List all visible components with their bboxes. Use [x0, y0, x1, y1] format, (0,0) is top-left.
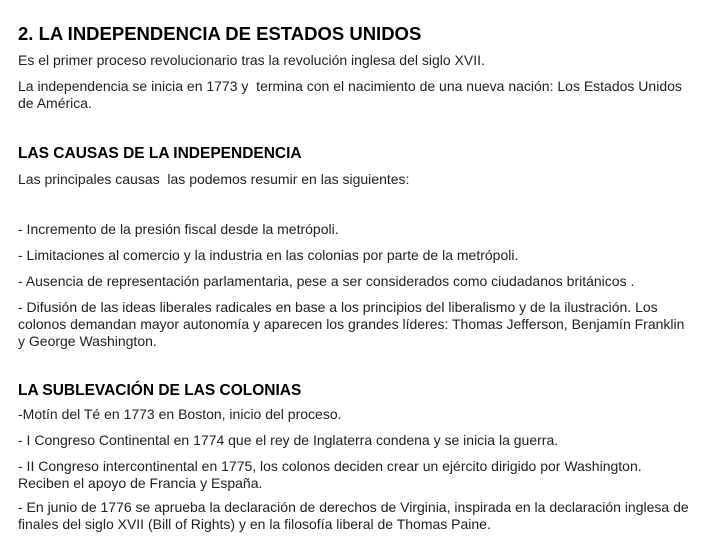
slide-title: 2. LA INDEPENDENCIA DE ESTADOS UNIDOS	[18, 23, 422, 44]
causes-heading: LAS CAUSAS DE LA INDEPENDENCIA	[18, 145, 302, 162]
causes-lead: Las principales causas las podemos resumir en las siguientes:	[18, 171, 410, 187]
uprising-heading: LA SUBLEVACIÓN DE LAS COLONIAS	[18, 382, 302, 399]
uprising-bullet-tea-party: -Motín del Té en 1773 en Boston, inicio del proceso.	[18, 406, 342, 422]
uprising-bullet-virginia-declaration: - En junio de 1776 se aprueba la declaración de derechos de Virginia, inspirada en la declaración inglesa de finales del siglo XVII (Bill of Rights) y en la filosofía liberal de Thomas Paine.	[18, 499, 693, 532]
causes-bullet-trade-limits: - Limitaciones al comercio y la industria en las colonias por parte de la metrópoli.	[18, 247, 519, 263]
uprising-bullet-second-congress: - II Congreso intercontinental en 1775, los colonos deciden crear un ejército dirigido por Washington. Reciben el apoyo de Francia y España.	[18, 458, 646, 491]
causes-bullet-liberal-ideas: - Difusión de las ideas liberales radicales en base a los principios del liberalismo y de la ilustración. Los colonos demandan mayor autonomía y aparecen los grandes líderes: Thomas Jefferson, Benjamín Franklin y George Washington.	[18, 299, 689, 349]
causes-bullet-representation: - Ausencia de representación parlamentaria, pese a ser considerados como ciudadanos británicos .	[18, 273, 635, 289]
intro-paragraph-2: La independencia se inicia en 1773 y termina con el nacimiento de una nueva nación: Los Estados Unidos de América.	[18, 78, 686, 111]
uprising-bullet-first-congress: - I Congreso Continental en 1774 que el rey de Inglaterra condena y se inicia la guerra.	[18, 432, 559, 448]
causes-bullet-fiscal: - Incremento de la presión fiscal desde la metrópoli.	[18, 221, 339, 237]
intro-paragraph-1: Es el primer proceso revolucionario tras la revolución inglesa del siglo XVII.	[18, 52, 485, 68]
